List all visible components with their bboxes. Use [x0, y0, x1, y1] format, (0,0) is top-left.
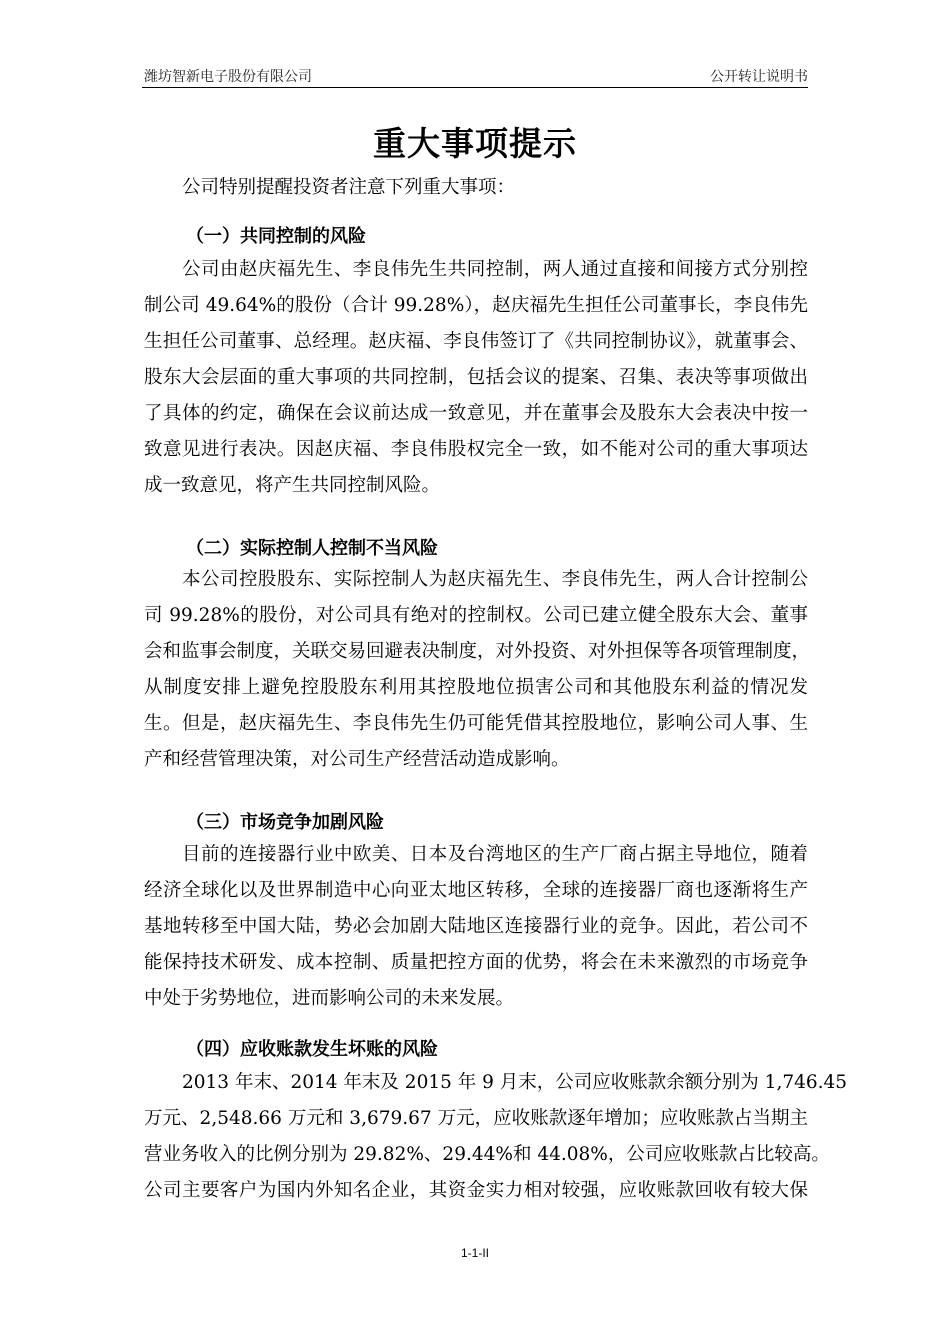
paragraph-line: 中处于劣势地位，进而影响公司的未来发展。 — [144, 988, 515, 1009]
paragraph-line: 经济全球化以及世界制造中心向亚太地区转移，全球的连接器厂商也逐渐将生产 — [144, 880, 808, 901]
paragraph-line: 2013 年末、2014 年末及 2015 年 9 月末，公司应收账款余额分别为 1,746.45 — [182, 1072, 848, 1093]
header-rule — [142, 87, 808, 88]
header-document-type: 公开转让说明书 — [710, 69, 808, 85]
paragraph-line: 生。但是，赵庆福先生、李良伟先生仍可能凭借其控股地位，影响公司人事、生 — [144, 713, 808, 734]
paragraph-line: 生担任公司董事、总经理。赵庆福、李良伟签订了《共同控制协议》，就董事会、 — [144, 331, 808, 352]
paragraph-line: 营业务收入的比例分别为 29.82%、29.44%和 44.08%，公司应收账款占比较高。 — [144, 1144, 830, 1165]
section-paragraph — [144, 562, 811, 778]
intro-paragraph — [144, 170, 808, 206]
section-heading: （二）实际控制人控制不当风险 — [186, 538, 438, 559]
paragraph-line: 公司主要客户为国内外知名企业，其资金实力相对较强，应收账款回收有较大保 — [144, 1180, 808, 1201]
paragraph-line: 从制度安排上避免控股股东利用其控股地位损害公司和其他股东利益的情况发 — [144, 677, 808, 698]
paragraph-line: 本公司控股股东、实际控制人为赵庆福先生、李良伟先生，两人合计控制公 — [182, 569, 808, 590]
page-title: 重大事项提示 — [373, 124, 577, 163]
section-heading: （四）应收账款发生坏账的风险 — [186, 1039, 438, 1060]
paragraph-line: 司 99.28%的股份，对公司具有绝对的控制权。公司已建立健全股东大会、董事 — [144, 605, 808, 626]
paragraph-line: 基地转移至中国大陆，势必会加剧大陆地区连接器行业的竞争。因此，若公司不 — [144, 916, 808, 937]
header-company-name: 潍坊智新电子股份有限公司 — [144, 69, 312, 85]
paragraph-line: 公司由赵庆福先生、李良伟先生共同控制，两人通过直接和间接方式分别控 — [182, 259, 808, 280]
section-paragraph — [144, 837, 808, 1017]
paragraph-line: 产和经营管理决策，对公司生产经营活动造成影响。 — [144, 749, 570, 770]
paragraph-line: 会和监事会制度，关联交易回避表决制度，对外投资、对外担保等各项管理制度， — [144, 641, 811, 662]
section-paragraph — [144, 252, 808, 504]
paragraph-line: 制公司 49.64%的股份（合计 99.28%），赵庆福先生担任公司董事长，李良伟先 — [144, 295, 808, 316]
paragraph-line: 股东大会层面的重大事项的共同控制，包括会议的提案、召集、表决等事项做出 — [144, 367, 808, 388]
paragraph-line: 目前的连接器行业中欧美、日本及台湾地区的生产厂商占据主导地位，随着 — [182, 844, 808, 865]
intro-text: 公司特别提醒投资者注意下列重大事项： — [182, 177, 516, 198]
paragraph-line: 能保持技术研发、成本控制、质量把控方面的优势，将会在未来激烈的市场竞争 — [144, 952, 808, 973]
section-heading: （一）共同控制的风险 — [186, 226, 366, 247]
paragraph-line: 了具体的约定，确保在会议前达成一致意见，并在董事会及股东大会表决中按一 — [144, 403, 808, 424]
paragraph-line: 致意见进行表决。因赵庆福、李良伟股权完全一致，如不能对公司的重大事项达 — [144, 439, 808, 460]
section-paragraph — [144, 1065, 848, 1209]
section-heading: （三）市场竞争加剧风险 — [186, 812, 384, 833]
page-number: 1-1-II — [460, 1246, 489, 1260]
paragraph-line: 成一致意见，将产生共同控制风险。 — [144, 475, 441, 496]
paragraph-line: 万元、2,548.66 万元和 3,679.67 万元，应收账款逐年增加；应收账款占当期主 — [144, 1108, 808, 1129]
